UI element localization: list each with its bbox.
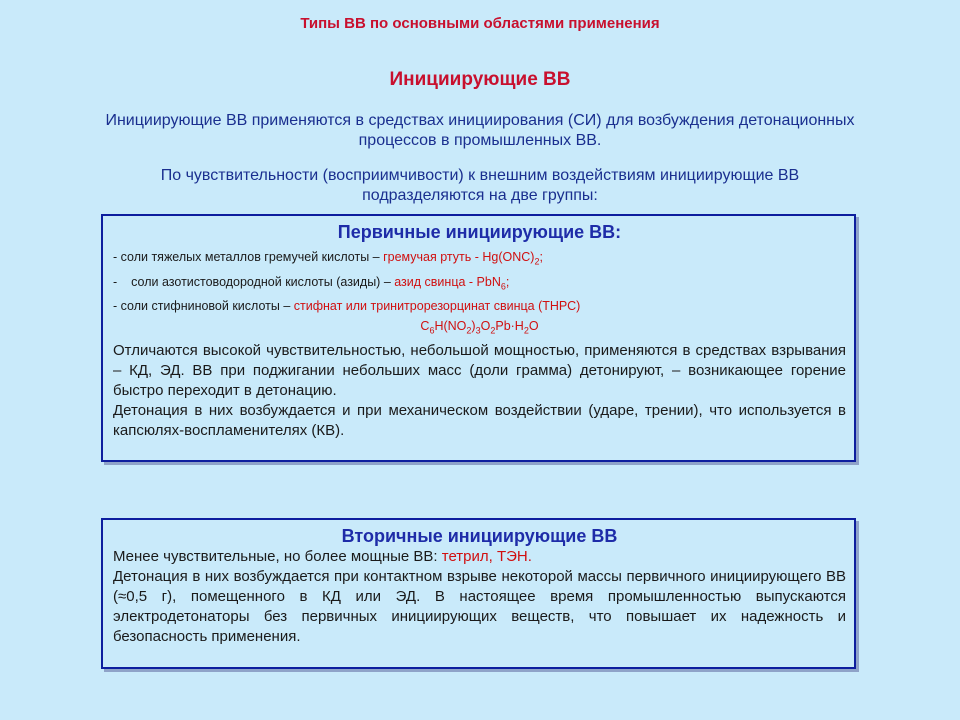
chemical-formula: $C_6H(NO_2)_3O_2Pb\cdot H_2O$ xyxy=(420,319,539,336)
secondary-summary: Менее чувствительные, но более мощные ВВ: тетрил, ТЭН. xyxy=(113,548,532,565)
section-heading: Инициирующие ВВ xyxy=(389,69,571,90)
secondary-description: Детонация в них возбуждается при контактном взрыве некоторой массы первичного инициирующего ВВ (≈0,5 г), помещенного в КД или ЭД. В настоящее время промышленностью выпускаются электродетонаторы без первичных инициирующих веществ, что повышает их надежность и безопасность применения. xyxy=(113,568,846,645)
primary-detonation-note: Детонация в них возбуждается и при механическом воздействии (ударе, трении), что используется в капсюлях-воспламенителях (КВ). xyxy=(113,401,846,439)
list-item: - соли стифниновой кислоты – стифнат или тринитрорезорцинат свинца (ТНРС) xyxy=(113,299,581,313)
list-item: - соли тяжелых металлов гремучей кислоты – гремучая ртуть - $Hg(ONC)_2$; xyxy=(113,250,543,267)
primary-initiators-box xyxy=(101,214,856,462)
slide-title: Типы ВВ по основными областями применения xyxy=(300,15,660,32)
intro-paragraph-2: По чувствительности (восприимчивости) к внешним воздействиям инициирующие ВВ подразделяются на две группы: xyxy=(160,167,800,204)
secondary-initiators-box xyxy=(101,518,856,669)
secondary-box-title: Вторичные инициирующие ВВ xyxy=(341,526,618,546)
intro-paragraph-1: Инициирующие ВВ применяются в средствах инициирования (СИ) для возбуждения детонационных процессов в промышленных ВВ. xyxy=(105,112,855,149)
primary-box-title: Первичные инициирующие ВВ: xyxy=(337,222,622,242)
list-item: - соли азотистоводородной кислоты (азиды) – азид свинца - PbN$_6$; xyxy=(113,274,510,291)
primary-description: Отличаются высокой чувствительностью, небольшой мощностью, применяются в средствах взрывания – КД, ЭД. ВВ при поджигании небольших масс (доли грамма) детонируют, – возникающее горение быстро переходит в детонацию. xyxy=(113,341,846,399)
